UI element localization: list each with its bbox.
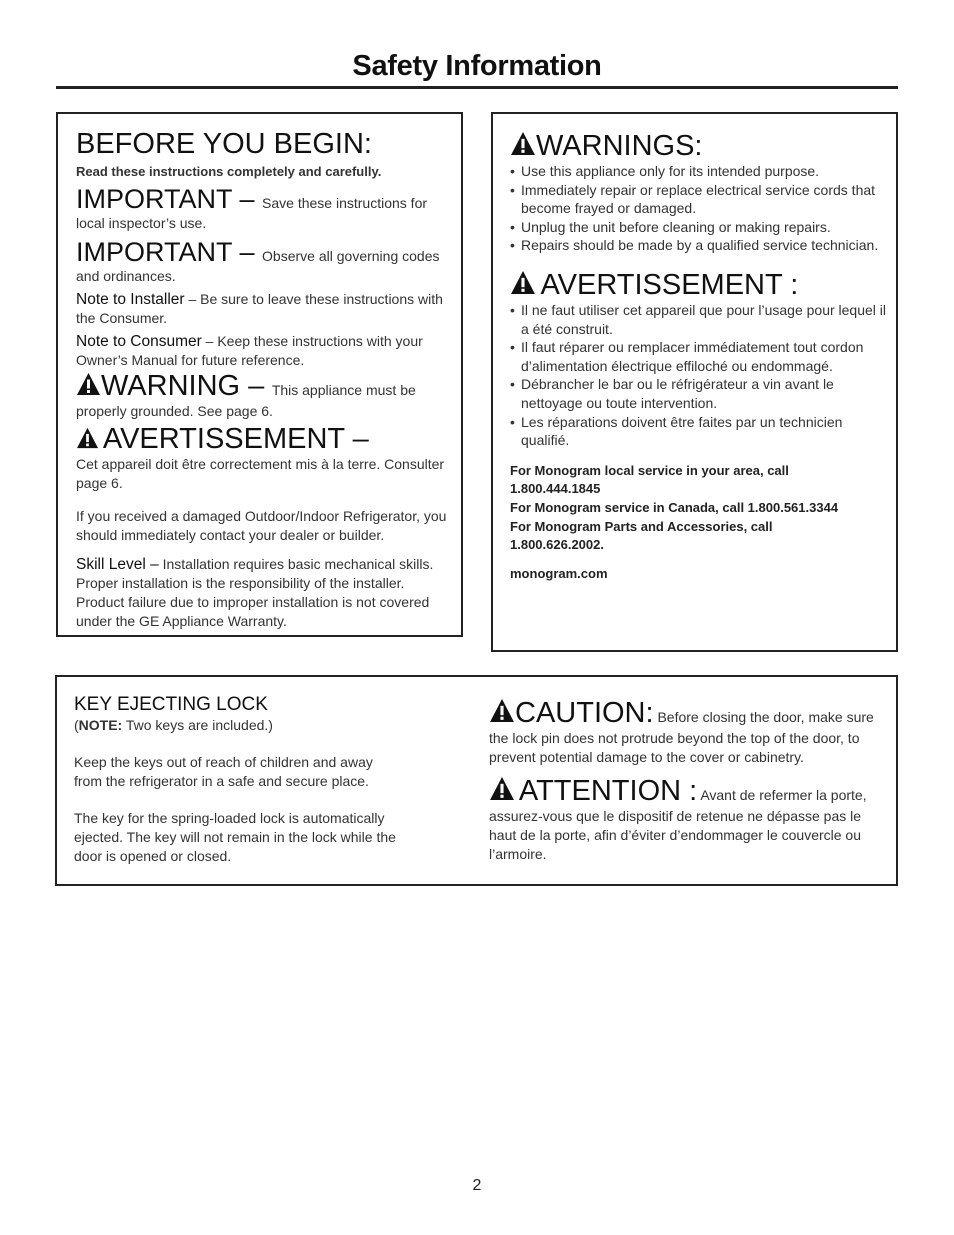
avertissement-list [510, 301, 886, 450]
list-item: • Immediately repair or replace electrical service cords that become frayed or damaged. [510, 181, 886, 218]
key-lock-para-1: Keep the keys out of reach of children and away from the refrigerator in a safe and secure place. [74, 754, 373, 789]
key-lock-box [55, 675, 898, 886]
important-label: IMPORTANT [76, 237, 233, 267]
caution-text: Before closing the door, make sure the lock pin does not protrude beyond the top of the door, to prevent potential damage to the cover or cabinetry. [489, 709, 874, 765]
important-codes-text: Observe all governing codes and ordinances. [76, 248, 440, 284]
attention-label: ATTENTION : [518, 775, 698, 807]
caution-paragraph [489, 697, 889, 767]
warnings-list [510, 162, 886, 255]
warnings-heading-row [510, 130, 886, 162]
note-text: Two keys are included.) [122, 717, 273, 733]
avertissement-text: Cet appareil doit être correctement mis à la terre. Consulter page 6. [76, 456, 445, 491]
note-open-paren: ( [74, 717, 79, 733]
note-to-consumer-text: – Keep these instructions with your Owner’s Manual for future reference. [76, 333, 423, 368]
important-save-text: Save these instructions for local inspector’s use. [76, 195, 428, 231]
warning-triangle-icon [76, 372, 101, 396]
contact-canada-service: For Monogram service in Canada, call 1.800.561.3344 [510, 499, 839, 515]
avertissement-heading: AVERTISSEMENT : [540, 268, 799, 301]
attention-text: Avant de refermer la porte, assurez-vous que le dispositif de retenue ne dépasse pas le haut de la porte, afin d’éviter d’endommager le couvercle ou l’armoire. [489, 787, 867, 862]
key-lock-column [74, 694, 434, 866]
contact-parts-accessories: For Monogram Parts and Accessories, call 1.800.626.2002. [510, 518, 773, 553]
warning-text: This appliance must be properly grounded. See page 6. [76, 382, 416, 419]
warning-triangle-icon [76, 427, 99, 449]
key-lock-heading: KEY EJECTING LOCK [74, 694, 268, 715]
damaged-paragraph: If you received a damaged Outdoor/Indoor Refrigerator, you should immediately contact your dealer or builder. [76, 508, 447, 543]
skill-level-text: Installation requires basic mechanical skills. Proper installation is the responsibility of the installer. Product failure due to improper installation is not covered under the GE Appliance Warranty. [76, 556, 434, 629]
important-save-paragraph [76, 184, 451, 233]
contact-block [510, 462, 840, 555]
list-item: • Use this appliance only for its intended purpose. [510, 162, 886, 181]
warning-triangle-icon [489, 698, 515, 723]
note-label: NOTE: [78, 717, 123, 733]
skill-level-label: Skill Level – [76, 556, 159, 573]
page-title: Safety Information [352, 50, 602, 82]
before-you-begin-heading: BEFORE YOU BEGIN: [76, 128, 372, 160]
avertissement-label: AVERTISSEMENT – [102, 423, 369, 455]
note-to-consumer-label: Note to Consumer [76, 333, 202, 350]
skill-level-paragraph [76, 555, 451, 631]
avertissement-paragraph [76, 423, 451, 493]
list-item: • Il ne faut utiliser cet appareil que pour l’usage pour lequel il a été construit. [510, 301, 886, 338]
warning-label: WARNING – [101, 370, 265, 402]
list-item: • Débrancher le bar ou le réfrigérateur a vin avant le nettoyage ou toute intervention. [510, 375, 886, 412]
important-label: IMPORTANT [76, 184, 233, 214]
warnings-box [491, 112, 898, 652]
warnings-heading: WARNINGS: [536, 130, 703, 162]
attention-paragraph [489, 775, 889, 864]
list-item: • Unplug the unit before cleaning or making repairs. [510, 218, 886, 237]
important-dash: – [232, 237, 263, 267]
warning-triangle-icon [510, 131, 536, 156]
title-rule [56, 86, 898, 89]
list-item: • Il faut réparer ou remplacer immédiatement tout cordon d’alimentation électrique effiloché ou endommagé. [510, 338, 886, 375]
note-to-consumer-paragraph [76, 332, 451, 370]
read-instructions-subheading: Read these instructions completely and carefully. [76, 164, 382, 179]
note-to-installer-text: – Be sure to leave these instructions with the Consumer. [76, 291, 443, 326]
warning-triangle-icon [510, 270, 536, 295]
warning-paragraph [76, 370, 451, 421]
contact-local-service: For Monogram local service in your area, call 1.800.444.1845 [510, 462, 789, 497]
avertissement-heading-row [510, 269, 886, 301]
key-lock-para-2: The key for the spring-loaded lock is automatically ejected. The key will not remain in the lock while the door is opened or closed. [74, 810, 396, 864]
caution-label: CAUTION: [515, 697, 654, 729]
warning-triangle-icon [489, 776, 515, 801]
list-item: • Les réparations doivent être faites par un technicien qualifié. [510, 413, 886, 450]
list-item: • Repairs should be made by a qualified service technician. [510, 236, 886, 255]
important-codes-paragraph [76, 237, 451, 286]
key-lock-note [74, 716, 434, 735]
page-number: 2 [472, 1177, 482, 1194]
note-to-installer-paragraph [76, 290, 451, 328]
important-dash: – [232, 184, 263, 214]
note-to-installer-label: Note to Installer [76, 291, 185, 308]
caution-column [489, 697, 889, 864]
before-you-begin-box [56, 112, 463, 637]
website-link[interactable]: monogram.com [510, 565, 608, 581]
